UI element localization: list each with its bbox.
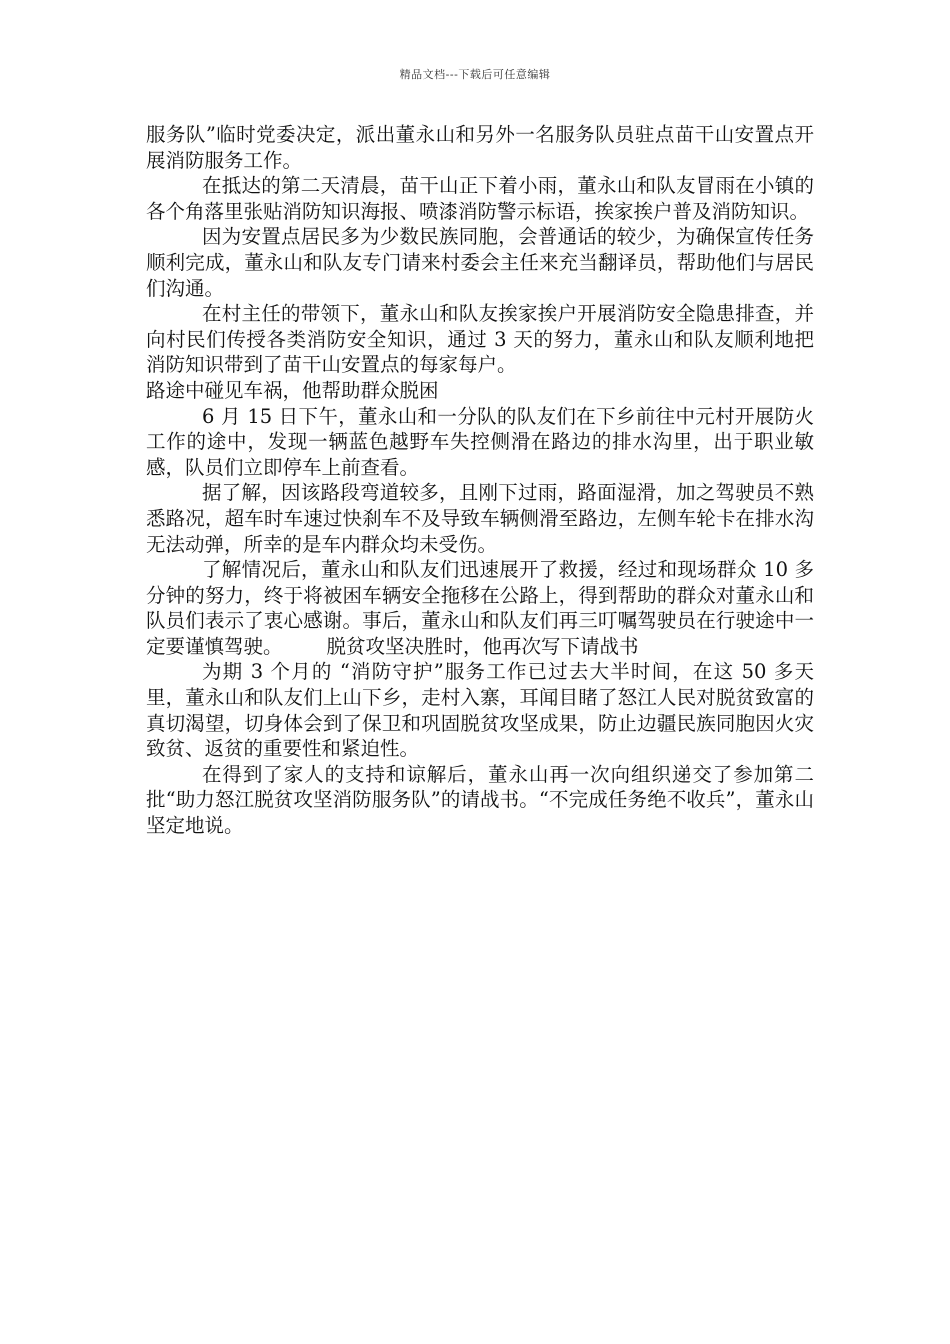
document-body bbox=[146, 122, 814, 839]
paragraph-4: 在村主任的带领下，董永山和队友挨家挨户开展消防安全隐患排查，并向村民们传授各类消防安全知识，通过 3 天的努力，董永山和队友顺利地把消防知识带到了苗干山安置点的每家每户。 bbox=[146, 302, 814, 377]
paragraph-9: 在得到了家人的支持和谅解后，董永山再一次向组织递交了参加第二批“助力怒江脱贫攻坚消防服务队”的请战书。“不完成任务绝不收兵”，董永山坚定地说。 bbox=[146, 762, 814, 838]
section-heading-poverty: 脱贫攻坚决胜时，他再次写下请战书 bbox=[326, 634, 639, 658]
paragraph-3: 因为安置点居民多为少数民族同胞，会普通话的较少，为确保宣传任务顺利完成，董永山和队友专门请来村委会主任来充当翻译员，帮助他们与居民们沟通。 bbox=[146, 225, 814, 300]
paragraph-8: 为期 3 个月的 “消防守护”服务工作已过去大半时间，在这 50 多天里，董永山和队友们上山下乡，走村入寨，耳闻目睹了怒江人民对脱贫致富的真切渴望，切身体会到了保卫和巩固脱贫攻坚成果，防止边疆民族同胞因火灾致贫、返贫的重要性和紧迫性。 bbox=[146, 660, 814, 761]
section-heading-accident: 路途中碰见车祸，他帮助群众脱困 bbox=[146, 378, 439, 402]
paragraph-7-text: 了解情况后，董永山和队友们迅速展开了救援，经过和现场群众 10 多分钟的努力，终于将被困车辆安全拖移在公路上，得到帮助的群众对董永山和队员们表示了衷心感谢。事后，董永山和队友们再三叮嘱驾驶员在行驶途中一定要谨慎驾驶。 bbox=[146, 558, 814, 658]
page-header: 精品文档---下载后可任意编辑 bbox=[399, 68, 551, 81]
paragraph-2: 在抵达的第二天清晨，苗干山正下着小雨，董永山和队友冒雨在小镇的各个角落里张贴消防知识海报、喷漆消防警示标语，挨家挨户普及消防知识。 bbox=[146, 174, 814, 223]
paragraph-5: 6 月 15 日下午，董永山和一分队的队友们在下乡前往中元村开展防火工作的途中，发现一辆蓝色越野车失控侧滑在路边的排水沟里，出于职业敏感，队员们立即停车上前查看。 bbox=[146, 404, 814, 479]
paragraph-7 bbox=[146, 557, 814, 659]
paragraph-1: 服务队”临时党委决定，派出董永山和另外一名服务队员驻点苗干山安置点开展消防服务工作。 bbox=[146, 123, 814, 172]
paragraph-6: 据了解，因该路段弯道较多，且刚下过雨，路面湿滑，加之驾驶员不熟悉路况，超车时车速过快刹车不及导致车辆侧滑至路边，左侧车轮卡在排水沟无法动弹，所幸的是车内群众均未受伤。 bbox=[146, 481, 814, 556]
